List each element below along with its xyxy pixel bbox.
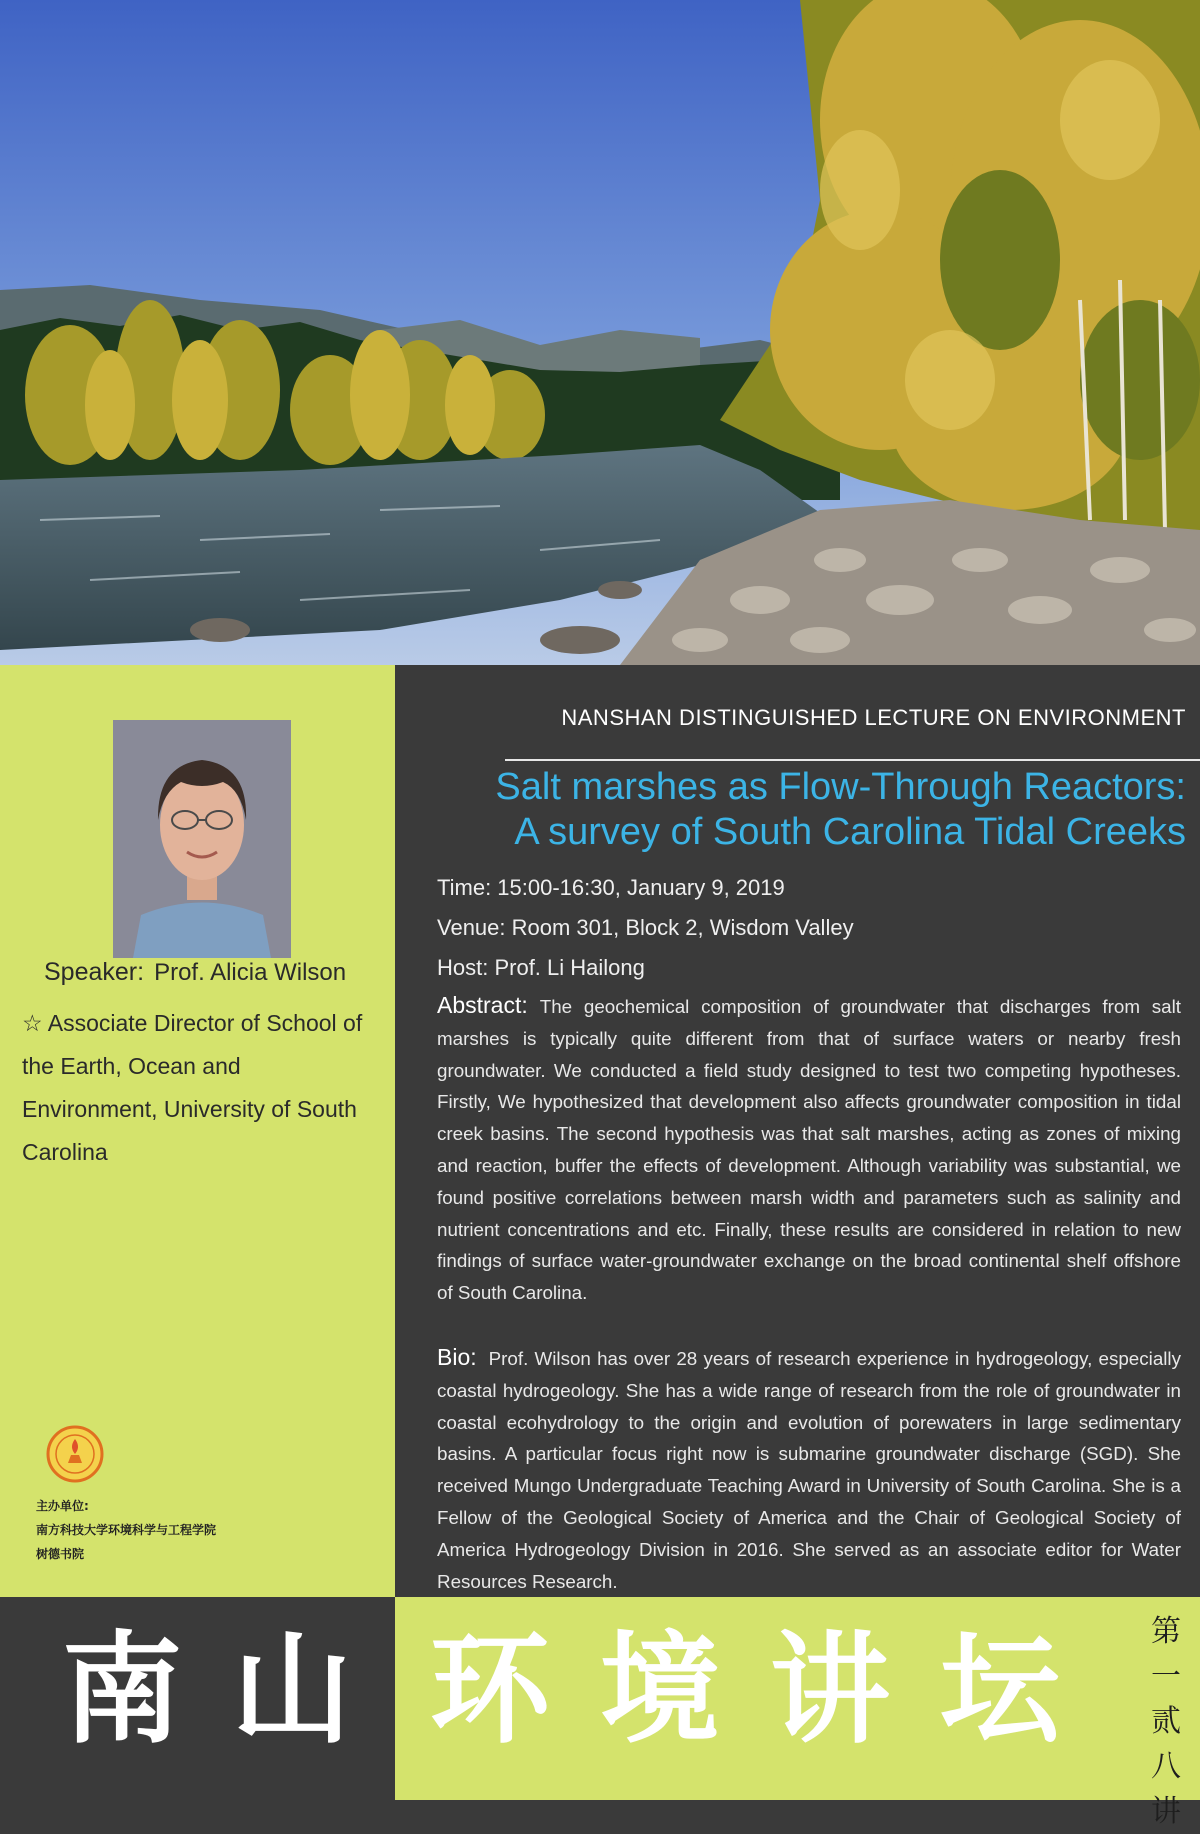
lecture-venue: Venue: Room 301, Block 2, Wisdom Valley (437, 915, 854, 940)
bio-label: Bio: (437, 1344, 477, 1370)
banner-char: 环 (430, 1619, 550, 1760)
organizer-label: 主办单位: (36, 1499, 89, 1513)
organizer-line2: 树德书院 (36, 1547, 85, 1561)
university-logo (46, 1425, 104, 1483)
issue-char: 八 (1151, 1749, 1181, 1784)
lecture-details-panel (395, 665, 1200, 1597)
abstract-label: Abstract: (437, 992, 528, 1018)
speaker-line (44, 958, 346, 987)
banner-char: 境 (600, 1619, 720, 1760)
forum-banner (0, 1597, 1200, 1829)
organizer-line1: 南方科技大学环境科学与工程学院 (36, 1523, 217, 1537)
bio-text: Prof. Wilson has over 28 years of research experience in hydrogeology, especially coastal hydrogeology. She has a wide range of research from the role of groundwater in coastal ecohydrology to the origin and evolution of porewaters in large sedimentary basins. A particular focus right now is submarine groundwater discharge (SGD). She received Mungo Undergraduate Teaching Award in University of South Carolina. She is a Fellow of the Geological Society of America and the Chair of Geological Society of America Hydrogeology Division in 2016. She served as an associate editor for Water Resources Research. (437, 1348, 1181, 1592)
issue-char: 讲 (1151, 1794, 1181, 1829)
issue-char: 贰 (1151, 1704, 1181, 1739)
banner-char: 南 (62, 1619, 182, 1760)
banner-char: 山 (232, 1619, 352, 1760)
lecture-title-line2: A survey of South Carolina Tidal Creeks (514, 811, 1186, 853)
organizer-block (36, 1494, 216, 1566)
speaker-affiliation: ☆ Associate Director of School of the Earth, Ocean and Environment, University of South Carolina (22, 1010, 363, 1165)
abstract-block (437, 990, 1181, 1309)
title-divider (505, 759, 1200, 761)
hero-landscape-image (0, 0, 1200, 665)
lecture-host: Host: Prof. Li Hailong (437, 955, 645, 980)
issue-char: 一 (1151, 1659, 1181, 1694)
speaker-portrait (113, 720, 291, 958)
abstract-text: The geochemical composition of groundwater that discharges from salt marshes is typically quite different from that of surface waters or nearby fresh groundwater. We conducted a field study designed to test two competing hypotheses. Firstly, We hypothesized that development also affects groundwater composition in tidal creek basins. The second hypothesis was that salt marshes, acting as zones of mixing and reaction, buffer the effects of development. Although variability was substantial, we found positive correlations between marsh width and parameters such as salinity and nutrient concentrations and etc. Finally, these results are considered in relation to new findings of surface water-groundwater exchange on the broad continental shelf offshore of South Carolina. (437, 996, 1181, 1304)
bio-block (437, 1342, 1181, 1597)
banner-char: 坛 (940, 1619, 1060, 1760)
lecture-title-line1: Salt marshes as Flow-Through Reactors: (495, 766, 1186, 808)
speaker-name: Prof. Alicia Wilson (154, 959, 347, 986)
speaker-panel (0, 665, 395, 1597)
speaker-label: Speaker: (44, 958, 145, 986)
issue-char: 第 (1151, 1614, 1181, 1649)
banner-char: 讲 (770, 1619, 890, 1760)
issue-number (1141, 1609, 1191, 1834)
series-title: NANSHAN DISTINGUISHED LECTURE ON ENVIRONMENT (561, 705, 1186, 730)
lecture-title (406, 765, 1186, 855)
lecture-time: Time: 15:00-16:30, January 9, 2019 (437, 875, 785, 900)
